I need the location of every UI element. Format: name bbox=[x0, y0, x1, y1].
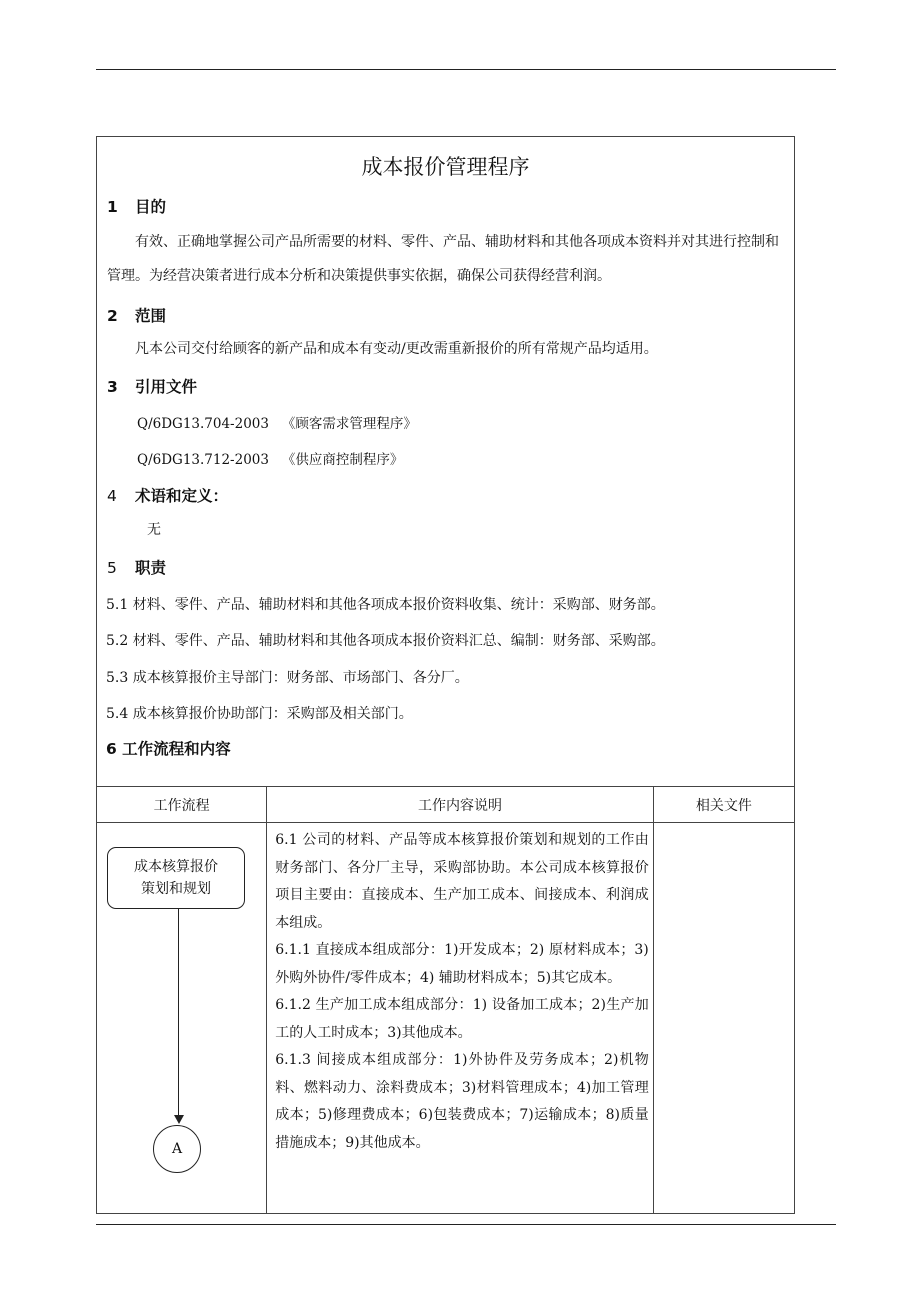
responsibility-item: 5.3 成本核算报价主导部门：财务部、市场部门、各分厂。 bbox=[106, 670, 469, 686]
section-1-heading: 1 目的 bbox=[107, 198, 167, 216]
responsibility-item: 5.4 成本核算报价协助部门：采购部及相关部门。 bbox=[106, 706, 413, 722]
responsibility-item: 5.1 材料、零件、产品、辅助材料和其他各项成本报价资料收集、统计：采购部、财务部。 bbox=[106, 597, 665, 613]
content-paragraph: 6.1.2 生产加工成本组成部分：1) 设备加工成本；2)生产加工的人工时成本；3)其他成本。 bbox=[275, 997, 649, 1041]
table-row bbox=[97, 823, 795, 1214]
flow-cell bbox=[97, 823, 267, 1214]
section-2-text: 凡本公司交付给顾客的新产品和成本有变动/更改需重新报价的所有常规产品均适用。 bbox=[135, 341, 658, 357]
section-4-text: 无 bbox=[147, 522, 161, 538]
responsibility-item: 5.2 材料、零件、产品、辅助材料和其他各项成本报价资料汇总、编制：财务部、采购部。 bbox=[106, 633, 665, 649]
footer-rule bbox=[96, 1224, 836, 1225]
flow-connector-node: A bbox=[153, 1125, 201, 1173]
related-docs-cell bbox=[653, 823, 794, 1214]
content-paragraph: 6.1 公司的材料、产品等成本核算报价策划和规划的工作由财务部门、各分厂主导，采购部协助。本公司成本核算报价项目主要由：直接成本、生产加工成本、间接成本、利润成本组成。 bbox=[275, 832, 649, 931]
document-frame bbox=[96, 136, 795, 787]
page-title: 成本报价管理程序 bbox=[361, 155, 530, 179]
content-paragraph: 6.1.1 直接成本组成部分：1)开发成本；2) 原材料成本；3) 外购外协件/零件成本；4) 辅助材料成本；5)其它成本。 bbox=[275, 942, 649, 986]
reference-item: Q/6DG13.712-2003 《供应商控制程序》 bbox=[137, 452, 404, 468]
header-related-docs: 相关文件 bbox=[653, 787, 794, 823]
section-3-heading: 3 引用文件 bbox=[107, 378, 198, 396]
arrow-down-icon bbox=[174, 1115, 184, 1124]
header-rule bbox=[96, 69, 836, 70]
section-4-heading: 4 术语和定义： bbox=[107, 487, 229, 505]
section-2-heading: 2 范围 bbox=[107, 307, 167, 325]
flow-step-box: 成本核算报价 策划和规划 bbox=[107, 847, 245, 909]
header-content: 工作内容说明 bbox=[267, 787, 654, 823]
section-1-text: 有效、正确地掌握公司产品所需要的材料、零件、产品、辅助材料和其他各项成本资料并对其进行控制和管理。为经营决策者进行成本分析和决策提供事实依据，确保公司获得经营利润。 bbox=[107, 234, 779, 284]
header-workflow: 工作流程 bbox=[97, 787, 267, 823]
content-cell bbox=[267, 823, 654, 1214]
flow-connector-line bbox=[178, 909, 179, 1117]
table-header-row bbox=[97, 787, 795, 823]
content-paragraph: 6.1.3 间接成本组成部分：1)外协件及劳务成本；2)机物料、燃料动力、涂料费成本；3)材料管理成本；4)加工管理成本；5)修理费成本；6)包装费成本；7)运输成本；8)质量措施成本；9)其他成本。 bbox=[275, 1052, 649, 1151]
reference-item: Q/6DG13.704-2003 《顾客需求管理程序》 bbox=[137, 416, 417, 432]
workflow-table bbox=[96, 786, 795, 1214]
section-6-heading: 6 工作流程和内容 bbox=[106, 740, 231, 758]
section-5-heading: 5 职责 bbox=[107, 559, 167, 577]
